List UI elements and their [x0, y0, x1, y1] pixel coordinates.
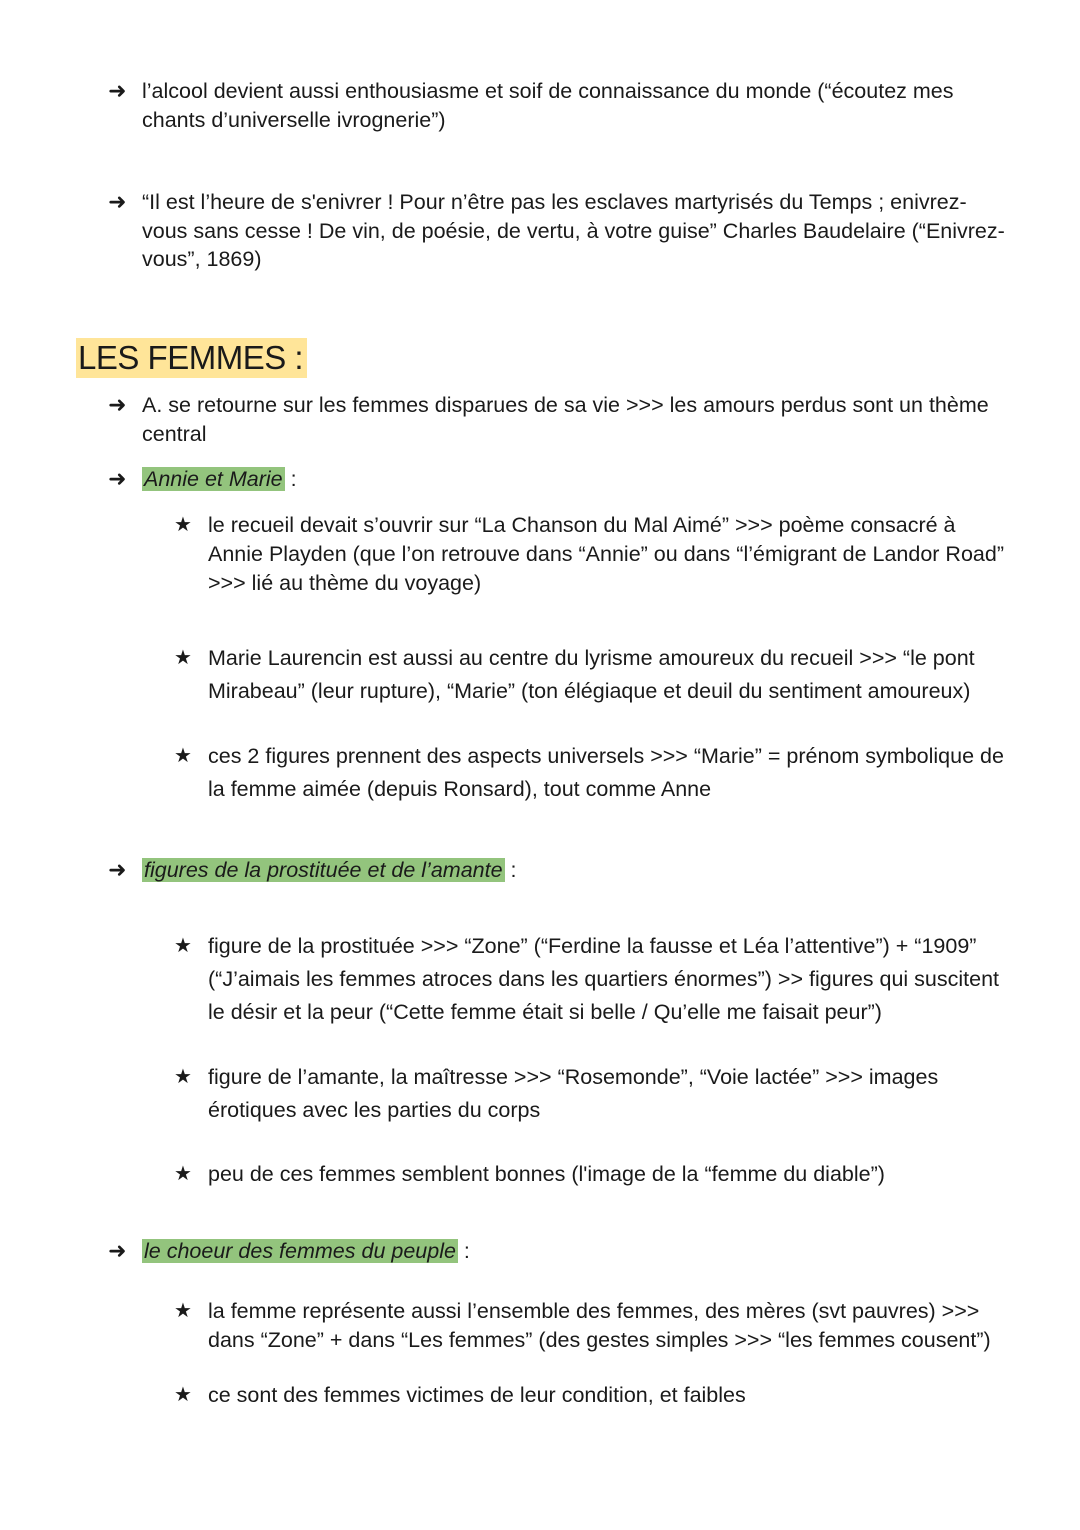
list-item-text: A. se retourne sur les femmes disparues de sa vie >>> les amours perdus sont un thème central: [142, 393, 989, 446]
list-item: [108, 77, 1008, 134]
list-item: [174, 930, 1004, 1029]
subtopic-heading: [108, 465, 1008, 494]
arrow-bullet-icon: ➜: [108, 189, 127, 214]
star-bullet-icon: ★: [174, 745, 192, 767]
list-item-text: ces 2 figures prennent des aspects universels >>> “Marie” = prénom symbolique de la femme aimée (depuis Ronsard), tout comme Anne: [208, 744, 1004, 801]
star-bullet-icon: ★: [174, 514, 192, 536]
subtopic-heading: [108, 1237, 1008, 1266]
list-item-text: le recueil devait s’ouvrir sur “La Chanson du Mal Aimé” >>> poème consacré à Annie Playden (que l’on retrouve dans “Annie” ou dans “l’émigrant de Landor Road” >>> lié au thème du voyage): [208, 513, 1004, 595]
subtopic-title: Annie et Marie: [144, 467, 283, 491]
list-item: [174, 1061, 1004, 1127]
arrow-bullet-icon: ➜: [108, 392, 127, 417]
list-item: [174, 1381, 1004, 1410]
list-item-text: ce sont des femmes victimes de leur condition, et faibles: [208, 1383, 746, 1407]
subtopic-heading: [108, 856, 1008, 885]
star-bullet-icon: ★: [174, 647, 192, 669]
list-item: [108, 188, 1008, 274]
arrow-bullet-icon: ➜: [108, 466, 127, 491]
subtopic-colon: :: [504, 858, 517, 882]
list-item-text: la femme représente aussi l’ensemble des femmes, des mères (svt pauvres) >>> dans “Zone” + dans “Les femmes” (des gestes simples >>> “les femmes cousent”): [208, 1299, 991, 1352]
list-item: [174, 1297, 1004, 1355]
subtopic-title: le choeur des femmes du peuple: [144, 1239, 456, 1263]
list-item: [174, 511, 1004, 598]
arrow-bullet-icon: ➜: [108, 857, 127, 882]
star-bullet-icon: ★: [174, 1163, 192, 1185]
list-item-text: figure de la prostituée >>> “Zone” (“Ferdine la fausse et Léa l’attentive”) + “1909” (“J’aimais les femmes atroces dans les quartiers énormes”) >> figures qui suscitent le désir et la peur (“Cette femme était si belle / Qu’elle me faisait peur”): [208, 934, 1000, 1024]
star-bullet-icon: ★: [174, 935, 192, 957]
star-bullet-icon: ★: [174, 1066, 192, 1088]
list-item: [174, 1158, 1004, 1191]
baudelaire-quote: “Il est l’heure de s'enivrer ! Pour n’être pas les esclaves martyrisés du Temps ; enivrez-vous sans cesse ! De vin, de poésie, de vertu, à votre guise” Charles Baudelaire (“Enivrez-vous”, 1869): [142, 190, 1005, 271]
subtopic-colon: :: [457, 1239, 470, 1263]
star-bullet-icon: ★: [174, 1300, 192, 1322]
arrow-bullet-icon: ➜: [108, 78, 127, 103]
list-item: [108, 391, 1008, 448]
arrow-bullet-icon: ➜: [108, 1238, 127, 1263]
subtopic-colon: :: [284, 467, 297, 491]
list-item-text: figure de l’amante, la maîtresse >>> “Rosemonde”, “Voie lactée” >>> images érotiques avec les parties du corps: [208, 1065, 939, 1122]
section-heading: LES FEMMES :: [76, 338, 307, 378]
list-item-text: Marie Laurencin est aussi au centre du lyrisme amoureux du recueil >>> “le pont Mirabeau” (leur rupture), “Marie” (ton élégiaque et deuil du sentiment amoureux): [208, 646, 975, 703]
subtopic-title: figures de la prostituée et de l’amante: [144, 858, 503, 882]
list-item-text: peu de ces femmes semblent bonnes (l'image de la “femme du diable”): [208, 1162, 885, 1186]
list-item-text: l’alcool devient aussi enthousiasme et soif de connaissance du monde (“écoutez mes chants d’universelle ivrognerie”): [142, 79, 954, 132]
list-item: [174, 740, 1004, 806]
list-item: [174, 642, 1004, 708]
star-bullet-icon: ★: [174, 1384, 192, 1406]
